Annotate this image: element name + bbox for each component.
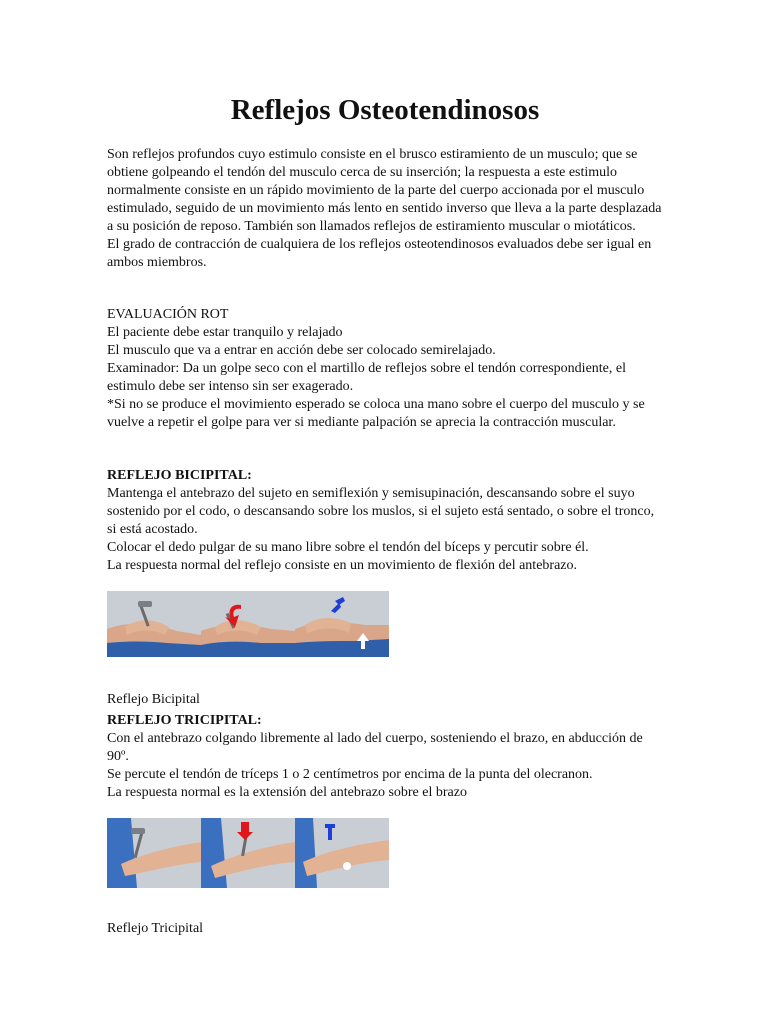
bicipital-line: Colocar el dedo pulgar de su mano libre sobre el tendón del bíceps y percutir sobre él. xyxy=(107,540,589,555)
evaluation-line: Examinador: Da un golpe seco con el martillo de reflejos sobre el tendón correspondiente, el estimulo debe ser intenso sin ser exagerado. xyxy=(107,361,626,394)
tricipital-line: Con el antebrazo colgando libremente al lado del cuerpo, sosteniendo el brazo, en abducción de 90º. xyxy=(107,731,643,764)
evaluation-line: El paciente debe estar tranquilo y relajado xyxy=(107,325,343,340)
bicipital-photo-image xyxy=(201,591,295,657)
evaluation-section xyxy=(107,306,663,432)
bicipital-section xyxy=(107,467,663,575)
intro-paragraph: Son reflejos profundos cuyo estimulo consiste en el brusco estiramiento de un musculo; que se obtiene golpeando el tendón del musculo cerca de su inserción; la respuesta a este estimulo normalmente consiste en un rápido movimiento de la parte del cuerpo accionada por el musculo estimulado, seguido de un movimiento más lento en sentido inverso que lleva a la parte desplazada a su posición de reposo. También son llamados reflejos de estiramiento muscular o miotáticos. xyxy=(107,147,662,234)
tricipital-photo-image xyxy=(295,818,389,888)
page-title: Reflejos Osteotendinosos xyxy=(230,94,540,126)
bicipital-line: La respuesta normal del reflejo consiste en un movimiento de flexión del antebrazo. xyxy=(107,558,578,573)
intro-paragraph: El grado de contracción de cualquiera de los reflejos osteotendinosos evaluados debe ser igual en ambos miembros. xyxy=(107,237,652,270)
evaluation-heading: EVALUACIÓN ROT xyxy=(107,307,229,322)
tricipital-heading: REFLEJO TRICIPITAL: xyxy=(107,713,262,728)
tricipital-section xyxy=(107,712,663,802)
tricipital-photo-image xyxy=(201,818,295,888)
white-mark-icon xyxy=(343,862,351,870)
evaluation-line: *Si no se produce el movimiento esperado se coloca una mano sobre el cuerpo del musculo y se vuelve a repetir el golpe para ver si mediante palpación se aprecia la contracción muscular. xyxy=(107,397,645,430)
intro-section xyxy=(107,146,663,272)
bicipital-photo xyxy=(295,591,389,657)
tricipital-caption: Reflejo Tricipital xyxy=(107,921,204,936)
tricipital-photo-strip xyxy=(107,818,389,888)
tricipital-photo xyxy=(107,818,201,888)
bicipital-photo-image xyxy=(295,591,389,657)
tricipital-line: Se percute el tendón de tríceps 1 o 2 centímetros por encima de la punta del olecranon. xyxy=(107,767,593,782)
bicipital-heading: REFLEJO BICIPITAL: xyxy=(107,468,252,483)
bicipital-photo xyxy=(107,591,201,657)
tricipital-photo xyxy=(295,818,389,888)
bicipital-caption: Reflejo Bicipital xyxy=(107,692,200,707)
tricipital-line: La respuesta normal es la extensión del antebrazo sobre el brazo xyxy=(107,785,467,800)
evaluation-line: El musculo que va a entrar en acción debe ser colocado semirelajado. xyxy=(107,343,496,358)
tricipital-photo xyxy=(201,818,295,888)
bicipital-photo xyxy=(201,591,295,657)
bicipital-photo-strip xyxy=(107,591,389,657)
bicipital-line: Mantenga el antebrazo del sujeto en semiflexión y semisupinación, descansando sobre el suyo sostenido por el codo, o descansando sobre los muslos, si el sujeto está sentado, o sobre el tronco, si está acostado. xyxy=(107,486,655,537)
bicipital-photo-image xyxy=(107,591,201,657)
tricipital-photo-image xyxy=(107,818,201,888)
